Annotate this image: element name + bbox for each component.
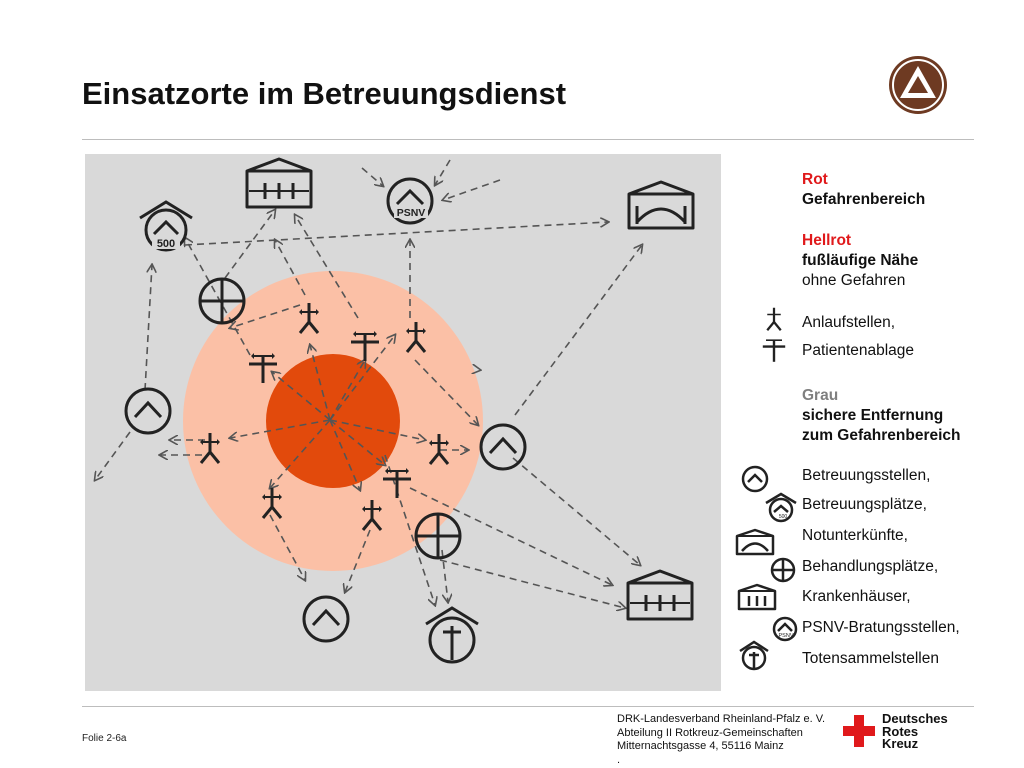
legend-item-behandlungsplaetze: Behandlungsplätze, bbox=[802, 558, 939, 575]
legend-totensammelstelle-icon bbox=[740, 642, 768, 669]
drk-word-3: Kreuz bbox=[882, 736, 919, 751]
legend-behandlungsplatz-icon bbox=[772, 559, 794, 581]
behandlungsplatz-icon bbox=[200, 279, 244, 323]
footer-divider bbox=[82, 706, 974, 707]
betreuungsstelle-icon bbox=[481, 425, 525, 469]
diagram-area bbox=[85, 154, 721, 691]
psnv-label: PSNV bbox=[396, 207, 426, 219]
legend-betreuungsstelle-icon bbox=[743, 467, 767, 491]
legend-anlaufstellen: Anlaufstellen, bbox=[802, 314, 896, 331]
betreuungsstelle-icon bbox=[126, 389, 170, 433]
page-title: Einsatzorte im Betreuungsdienst bbox=[82, 76, 567, 111]
legend-facility-icons bbox=[735, 458, 801, 673]
legend-item-betreuungsstellen: Betreuungsstellen, bbox=[802, 467, 931, 484]
psnv-icon bbox=[388, 179, 432, 223]
red-cross-icon bbox=[843, 715, 875, 747]
legend-lightred-desc2: ohne Gefahren bbox=[802, 272, 906, 289]
legend-item-betreuungsplaetze: Betreuungsplätze, bbox=[802, 496, 927, 513]
title-divider bbox=[82, 139, 974, 140]
legend-lightred bbox=[802, 231, 918, 291]
legend-grey-desc2: zum Gefahrenbereich bbox=[802, 427, 961, 444]
drk-wordmark bbox=[882, 713, 948, 751]
legend-lightred-desc1: fußläufige Nähe bbox=[802, 252, 919, 269]
betreuungsplatz-icon bbox=[140, 202, 192, 250]
legend-item-totensammelstellen: Totensammelstellen bbox=[802, 650, 939, 667]
legend-mini-500: 500 bbox=[778, 514, 788, 520]
legend-red bbox=[802, 170, 925, 210]
legend-psnv-icon bbox=[774, 618, 796, 640]
legend-mini-psnv: PSNV bbox=[778, 633, 794, 639]
legend-betreuungsplatz-icon bbox=[766, 494, 796, 521]
betreuungsstelle-icon bbox=[304, 597, 348, 641]
legend-item-psnv: PSNV-Bratungsstellen, bbox=[802, 619, 960, 636]
krankenhaus-icon bbox=[247, 159, 311, 207]
legend-grey-title: Grau bbox=[802, 387, 839, 404]
legend-krankenhaus-icon bbox=[739, 585, 775, 609]
legend-anlauf-patient-icons bbox=[760, 305, 790, 365]
behandlungsplatz-icon bbox=[416, 514, 460, 558]
footer-address-line1: DRK-Landesverband Rheinland-Pfalz e. V. bbox=[617, 713, 826, 725]
legend-patientenablage: Patientenablage bbox=[802, 342, 915, 359]
footer-address-line4: . bbox=[617, 753, 621, 766]
legend-grey bbox=[802, 386, 961, 446]
notunterkunft-icon bbox=[629, 182, 693, 228]
legend-lightred-title: Hellrot bbox=[802, 232, 852, 249]
legend-red-title: Rot bbox=[802, 171, 828, 188]
footer-address bbox=[617, 713, 825, 767]
slide-number: Folie 2-6a bbox=[82, 733, 127, 744]
legend-red-desc: Gefahrenbereich bbox=[802, 191, 926, 208]
legend-item-notunterkuenfte: Notunterkünfte, bbox=[802, 527, 908, 544]
legend-notunterkunft-icon bbox=[737, 530, 773, 554]
organization-logo bbox=[888, 55, 948, 115]
drk-word-1: Deutsches bbox=[882, 711, 948, 726]
legend-item-krankenhaeuser: Krankenhäuser, bbox=[802, 588, 911, 605]
betreuungsplatz-count-label: 500 bbox=[156, 238, 176, 250]
totensammelstelle-icon bbox=[426, 608, 478, 662]
footer-address-line2: Abteilung II Rotkreuz-Gemeinschaften bbox=[617, 726, 803, 739]
diagram-canvas bbox=[85, 154, 721, 691]
krankenhaus-icon bbox=[628, 571, 692, 619]
footer-address-line3: Mitternachtsgasse 4, 55116 Mainz bbox=[617, 740, 784, 752]
drk-word-2: Rotes bbox=[882, 723, 919, 739]
legend-grey-desc1: sichere Entfernung bbox=[802, 407, 944, 424]
